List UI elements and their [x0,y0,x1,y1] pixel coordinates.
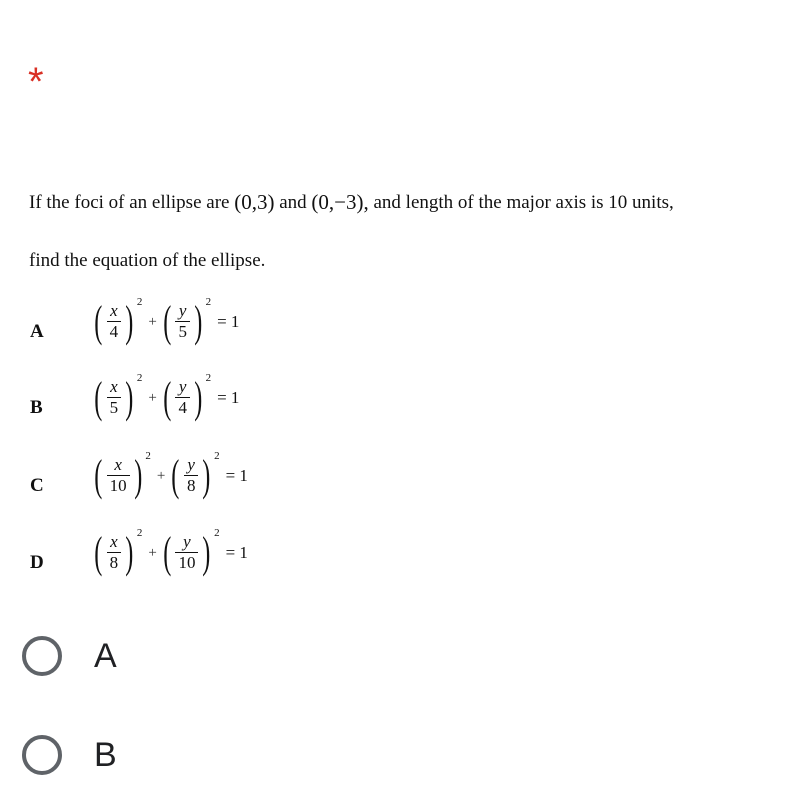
x-numerator: x [110,377,118,397]
question-line-2 [29,250,265,272]
option-letter-b: B [30,397,43,418]
choice-label-a[interactable]: A [94,636,117,675]
x-numerator: x [114,455,122,475]
equals-one: = 1 [217,388,240,407]
x-numerator: x [110,532,118,552]
exponent: 2 [136,527,143,539]
exponent: 2 [214,450,220,462]
option-letter-c: C [30,475,44,496]
equals-one: = 1 [225,466,248,485]
option-equation-c: ( $\frac{x}{10}$ ) 2 + ( $\frac{y}{8}$ ) 2 = 1 [94,450,248,500]
equals-one: = 1 [225,543,248,562]
question-text-line2: find the equation of the ellipse. [29,250,266,271]
x-denominator: 10 [107,475,130,496]
x-numerator: x [110,301,118,321]
question-text-c: and length of the major axis is 10 units, [368,191,674,213]
plus-sign: + [156,467,166,484]
question-text-b: and [274,191,312,213]
plus-sign: + [148,313,157,330]
choice-label-b[interactable]: B [94,735,117,774]
focus-1: (0,3) [234,190,275,214]
y-denominator: 5 [175,321,190,342]
choice-a[interactable] [22,636,117,676]
exponent: 2 [205,372,212,384]
radio-button-b[interactable] [22,735,62,775]
exponent: 2 [214,527,220,539]
option-letter-d: D [30,552,44,573]
required-asterisk: * [28,60,44,104]
choice-b[interactable] [22,735,117,775]
option-equation-a: ( $\frac{x}{4}$ ) 2 + ( $\frac{y}{5}$ ) 2 = 1 [94,296,240,346]
question-text-a: If the foci of an ellipse are [29,191,235,213]
exponent: 2 [205,296,212,308]
question-line-1 [29,190,674,215]
y-denominator: 8 [184,475,199,496]
x-denominator: 4 [107,321,122,342]
plus-sign: + [148,389,157,406]
y-denominator: 4 [175,397,190,418]
y-denominator: 10 [175,552,198,573]
exponent: 2 [136,296,143,308]
x-denominator: 5 [107,397,122,418]
radio-button-a[interactable] [22,636,62,676]
equals-one: = 1 [217,312,240,331]
x-denominator: 8 [107,552,122,573]
option-equation-d: ( $\frac{x}{8}$ ) 2 + ( $\frac{y}{10}$ ) 2 = 1 [94,527,248,577]
focus-2: (0,−3), [311,190,369,214]
option-equation-b: ( $\frac{x}{5}$ ) 2 + ( $\frac{y}{4}$ ) 2 = 1 [94,372,240,422]
exponent: 2 [136,372,143,384]
option-letter-a: A [30,321,44,342]
exponent: 2 [145,450,151,462]
y-numerator: y [178,377,187,397]
plus-sign: + [148,544,157,561]
y-numerator: y [187,455,195,475]
y-numerator: y [183,532,191,552]
y-numerator: y [178,301,187,321]
